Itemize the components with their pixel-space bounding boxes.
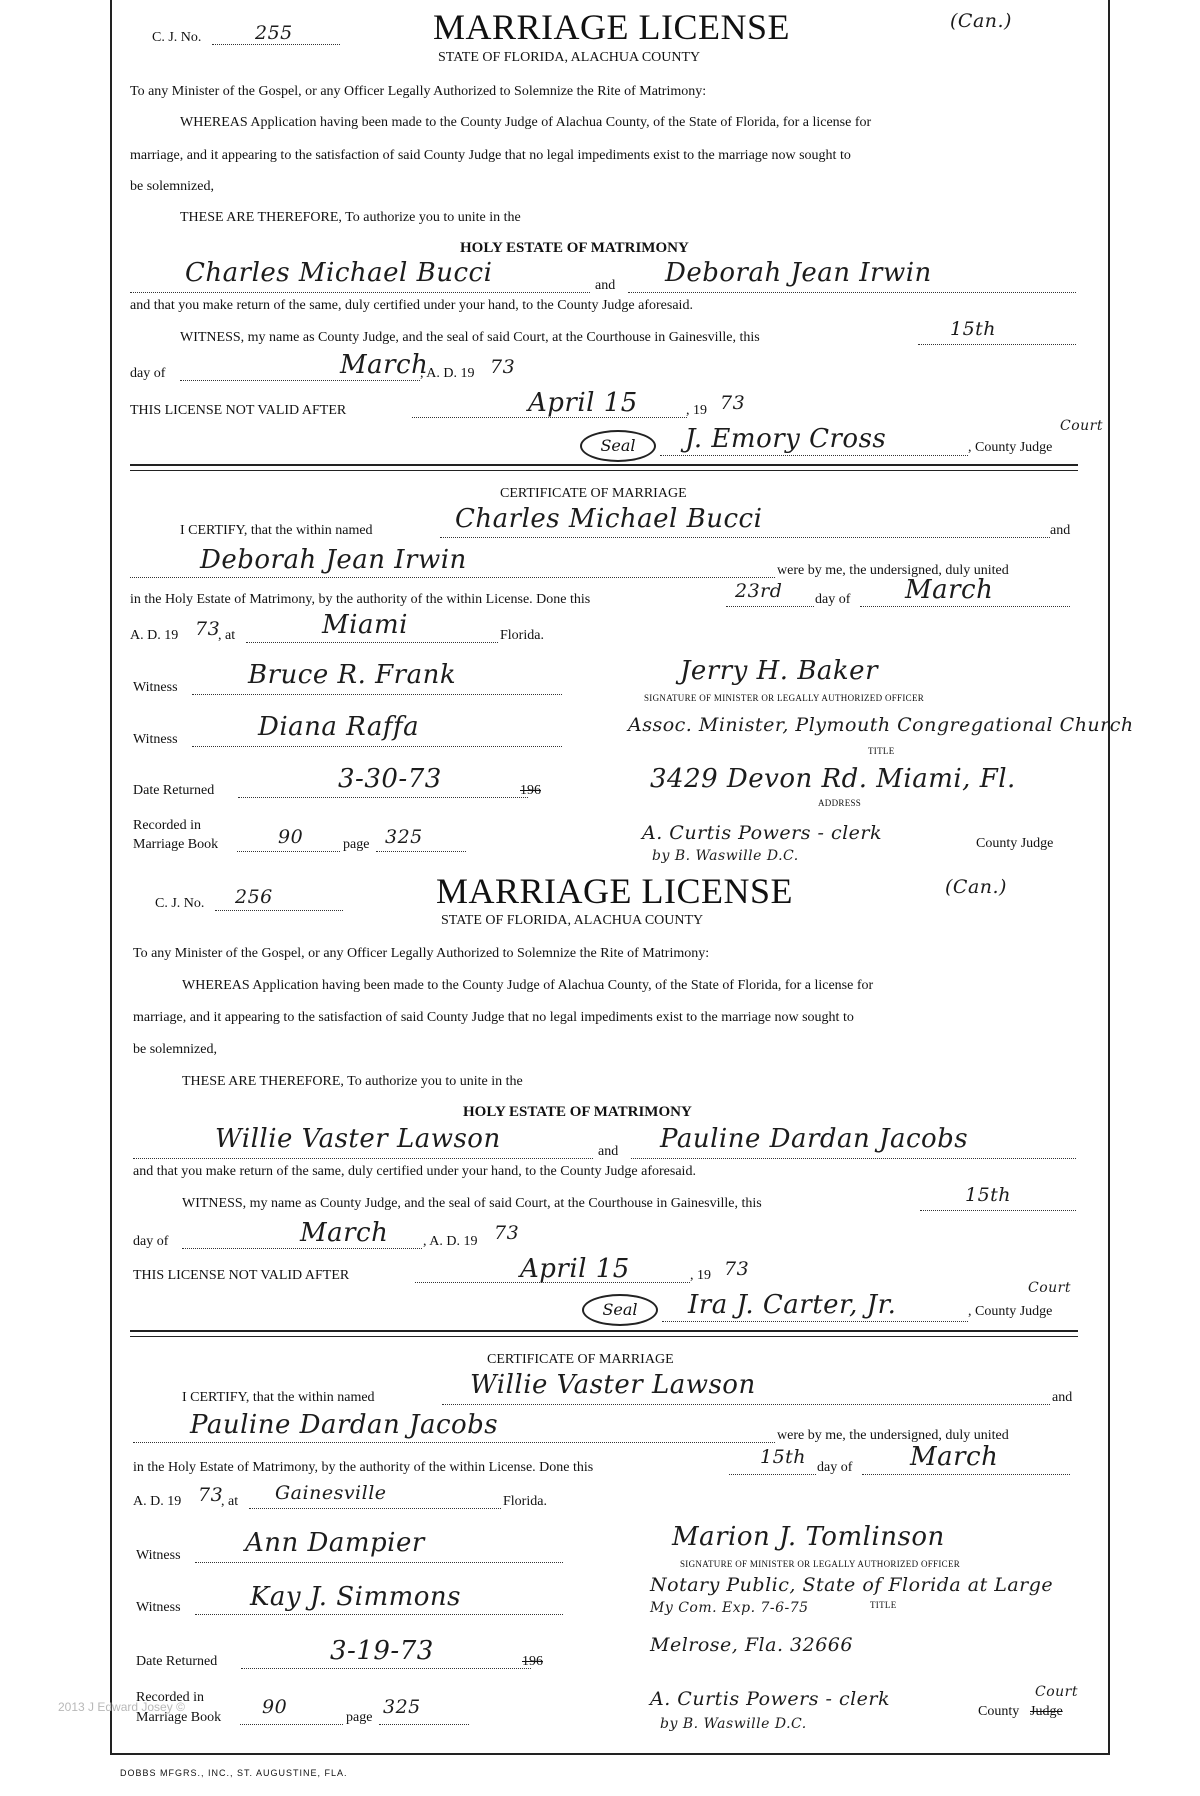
whereas-line-1: WHEREAS Application having been made to the County Judge of Alachua County, of the State of Florida, for a license for	[182, 978, 874, 993]
ad-label: , A. D. 19	[423, 1234, 478, 1249]
officer-address: 3429 Devon Rd. Miami, Fl.	[650, 764, 1016, 794]
not-valid-year: 73	[720, 392, 746, 414]
signature-label: SIGNATURE OF MINISTER OR LEGALLY AUTHORIZED OFFICER	[680, 1559, 961, 1569]
not-valid-value: April 15	[528, 388, 638, 418]
year-value: 73	[490, 356, 516, 378]
cert-ad-label: A. D. 19	[130, 628, 179, 643]
whereas-line-3: be solemnized,	[130, 179, 214, 194]
address-line: To any Minister of the Gospel, or any Officer Legally Authorized to Solemnize the Rite of Matrimony:	[130, 84, 707, 99]
witness-line: WITNESS, my name as County Judge, and the seal of said Court, at the Courthouse in Gainesville, this	[182, 1196, 762, 1211]
witness-2-signature: Diana Raffa	[258, 712, 420, 742]
cj-number: 255	[255, 22, 293, 44]
cert-groom-name: Willie Vaster Lawson	[470, 1370, 756, 1400]
not-valid-value: April 15	[520, 1254, 630, 1284]
cert-groom-name: Charles Michael Bucci	[455, 504, 763, 534]
clerk-signature: A. Curtis Powers - clerk	[650, 1688, 891, 1710]
whereas-line-2: marriage, and it appearing to the satisfaction of said County Judge that no legal impediments exist to the marriage now sought to	[133, 1010, 854, 1025]
witness-1-label: Witness	[133, 680, 178, 695]
month-value: March	[300, 1218, 389, 1248]
page-label: page	[343, 837, 370, 852]
date-returned-label: Date Returned	[136, 1654, 218, 1669]
day-value: 15th	[950, 318, 997, 340]
printer-imprint: DOBBS MFGRS., INC., ST. AUGUSTINE, FLA.	[120, 1768, 348, 1778]
cert-month: March	[905, 575, 994, 605]
judge-signature: J. Emory Cross	[685, 424, 887, 454]
cert-month: March	[910, 1442, 999, 1472]
certify-label: I CERTIFY, that the within named	[180, 523, 373, 538]
officer-signature: Jerry H. Baker	[680, 656, 879, 686]
witness-2-signature: Kay J. Simmons	[250, 1582, 461, 1612]
title-label: TITLE	[868, 746, 895, 756]
groom-name: Willie Vaster Lawson	[215, 1124, 501, 1154]
witness-2-label: Witness	[133, 732, 178, 747]
officer-address: Melrose, Fla. 32666	[650, 1634, 853, 1656]
certificate-title: CERTIFICATE OF MARRIAGE	[500, 486, 687, 501]
cert-holy-line: in the Holy Estate of Matrimony, by the authority of the within License. Done this	[133, 1460, 594, 1475]
day-value: 15th	[965, 1184, 1012, 1206]
cert-bride-name: Deborah Jean Irwin	[200, 545, 467, 575]
clerk-signature: A. Curtis Powers - clerk	[642, 822, 883, 844]
title-label: TITLE	[870, 1600, 897, 1610]
marriage-book-label: Marriage Book	[133, 837, 219, 852]
month-value: March	[340, 350, 429, 380]
year-value: 73	[494, 1222, 520, 1244]
county-judge-label-2: County	[978, 1704, 1020, 1719]
book-value: 90	[262, 1696, 288, 1718]
date-returned-value: 3-30-73	[338, 764, 442, 794]
and-label: and	[598, 1144, 619, 1159]
witness-2-label: Witness	[136, 1600, 181, 1615]
bride-name: Deborah Jean Irwin	[665, 258, 932, 288]
cert-florida-label: Florida.	[503, 1494, 547, 1509]
cert-bride-name: Pauline Dardan Jacobs	[190, 1410, 499, 1440]
witness-1-label: Witness	[136, 1548, 181, 1563]
therefore-line: THESE ARE THEREFORE, To authorize you to unite in the	[180, 210, 521, 225]
license-title: MARRIAGE LICENSE	[433, 7, 790, 47]
witness-1-signature: Bruce R. Frank	[248, 660, 457, 690]
officer-signature: Marion J. Tomlinson	[672, 1522, 945, 1552]
deputy-signature: by B. Waswille D.C.	[660, 1716, 807, 1732]
certificate-title: CERTIFICATE OF MARRIAGE	[487, 1352, 674, 1367]
book-value: 90	[278, 826, 304, 848]
whereas-line-2: marriage, and it appearing to the satisfaction of said County Judge that no legal impediments exist to the marriage now sought to	[130, 148, 851, 163]
cert-ad-label: A. D. 19	[133, 1494, 182, 1509]
county-judge-label: , County Judge	[968, 1304, 1053, 1319]
day-of-label: day of	[133, 1234, 169, 1249]
court-note: Court	[1028, 1280, 1071, 1296]
cert-year: 73	[198, 1484, 224, 1506]
officer-title: Notary Public, State of Florida at Large	[650, 1574, 1054, 1596]
witness-1-signature: Ann Dampier	[245, 1528, 425, 1558]
judge-signature: Ira J. Carter, Jr.	[688, 1290, 897, 1320]
watermark: 2013 J Edward Josey ©	[58, 1700, 185, 1714]
cert-and-label: and	[1050, 523, 1071, 538]
date-returned-value: 3-19-73	[330, 1636, 434, 1666]
cert-united-label: were by me, the undersigned, duly united	[777, 563, 1009, 578]
ad-label: , A. D. 19	[420, 366, 475, 381]
county-judge-label-2: County Judge	[976, 836, 1054, 851]
whereas-line-1: WHEREAS Application having been made to the County Judge of Alachua County, of the State of Florida, for a license for	[180, 115, 872, 130]
date-returned-year: 196	[522, 1654, 543, 1669]
court-note: Court	[1060, 418, 1103, 434]
address-line: To any Minister of the Gospel, or any Officer Legally Authorized to Solemnize the Rite of Matrimony:	[133, 946, 710, 961]
address-label: ADDRESS	[818, 798, 862, 808]
deputy-signature: by B. Waswille D.C.	[652, 848, 799, 864]
not-valid-year-prefix: , 19	[690, 1268, 711, 1283]
cert-at-label: , at	[221, 1494, 239, 1509]
not-valid-label: THIS LICENSE NOT VALID AFTER	[130, 403, 347, 418]
cj-label: C. J. No.	[155, 896, 205, 911]
cert-year: 73	[195, 618, 221, 640]
court-seal: Seal	[582, 1294, 658, 1326]
marriage-book-label: Marriage Book	[136, 1710, 222, 1725]
officer-title: Assoc. Minister, Plymouth Congregational Church	[628, 714, 1134, 736]
license-subtitle: STATE OF FLORIDA, ALACHUA COUNTY	[441, 913, 704, 928]
therefore-line: THESE ARE THEREFORE, To authorize you to unite in the	[182, 1074, 523, 1089]
not-valid-year: 73	[724, 1258, 750, 1280]
whereas-line-3: be solemnized,	[133, 1042, 217, 1057]
witness-line: WITNESS, my name as County Judge, and the seal of said Court, at the Courthouse in Gainesville, this	[180, 330, 760, 345]
not-valid-label: THIS LICENSE NOT VALID AFTER	[133, 1268, 350, 1283]
license-subtitle: STATE OF FLORIDA, ALACHUA COUNTY	[438, 50, 701, 65]
cj-number: 256	[235, 886, 273, 908]
return-line: and that you make return of the same, duly certified under your hand, to the County Judge aforesaid.	[130, 298, 693, 313]
corner-note: (Can.)	[945, 876, 1007, 898]
date-returned-label: Date Returned	[133, 783, 215, 798]
cert-day-of: day of	[817, 1460, 853, 1475]
return-line: and that you make return of the same, duly certified under your hand, to the County Judge aforesaid.	[133, 1164, 696, 1179]
page-label: page	[346, 1710, 373, 1725]
signature-label: SIGNATURE OF MINISTER OR LEGALLY AUTHORIZED OFFICER	[644, 693, 925, 703]
license-title: MARRIAGE LICENSE	[436, 871, 793, 911]
cert-place: Gainesville	[275, 1482, 387, 1504]
cj-label: C. J. No.	[152, 30, 202, 45]
judge-struck: Judge	[1030, 1704, 1063, 1719]
county-judge-label: , County Judge	[968, 440, 1053, 455]
cert-united-label: were by me, the undersigned, duly united	[777, 1428, 1009, 1443]
cert-day: 15th	[760, 1446, 807, 1468]
corner-note: (Can.)	[950, 10, 1012, 32]
court-seal: Seal	[580, 430, 656, 462]
cert-holy-line: in the Holy Estate of Matrimony, by the authority of the within License. Done this	[130, 592, 591, 607]
cert-at-label: , at	[218, 628, 236, 643]
cert-day-of: day of	[815, 592, 851, 607]
cert-florida-label: Florida.	[500, 628, 544, 643]
cert-and-label: and	[1052, 1390, 1073, 1405]
page-value: 325	[385, 826, 423, 848]
certify-label: I CERTIFY, that the within named	[182, 1390, 375, 1405]
court-note-2: Court	[1035, 1684, 1078, 1700]
holy-estate-heading: HOLY ESTATE OF MATRIMONY	[460, 240, 689, 256]
recorded-label: Recorded in	[136, 1690, 205, 1705]
recorded-label: Recorded in	[133, 818, 202, 833]
date-returned-year: 196	[520, 783, 541, 798]
and-label: and	[595, 278, 616, 293]
bride-name: Pauline Dardan Jacobs	[660, 1124, 969, 1154]
groom-name: Charles Michael Bucci	[185, 258, 493, 288]
day-of-label: day of	[130, 366, 166, 381]
not-valid-year-prefix: , 19	[686, 403, 707, 418]
page-value: 325	[383, 1696, 421, 1718]
cert-place: Miami	[322, 610, 408, 640]
commission-note: My Com. Exp. 7-6-75	[650, 1600, 809, 1616]
holy-estate-heading: HOLY ESTATE OF MATRIMONY	[463, 1104, 692, 1120]
cert-day: 23rd	[735, 580, 783, 602]
